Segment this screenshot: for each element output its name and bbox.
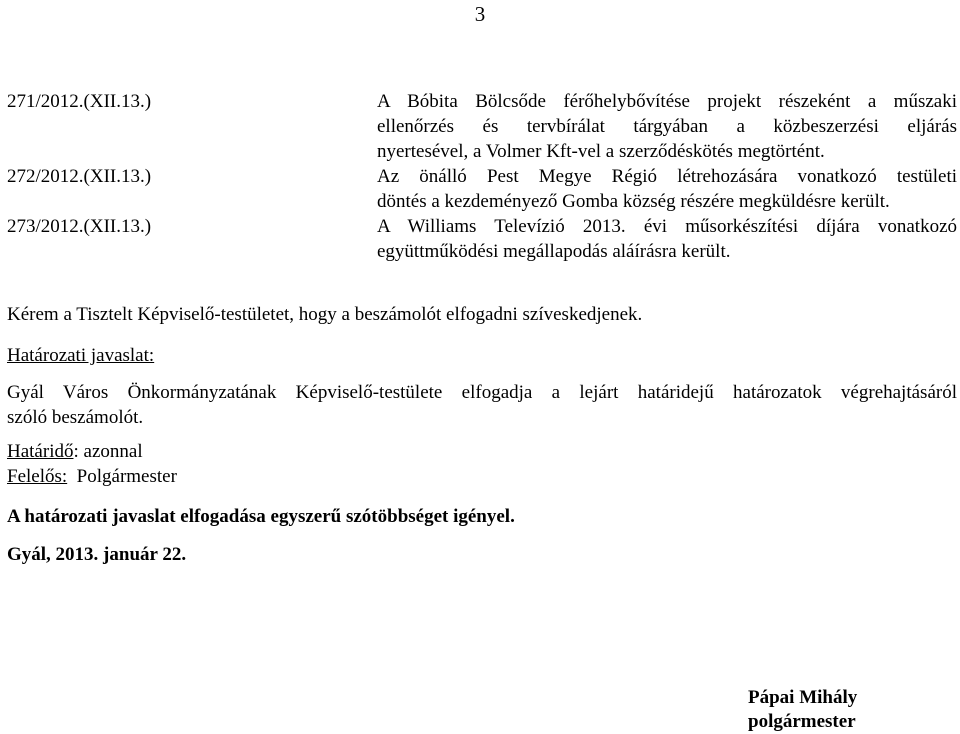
proposal-text	[7, 380, 957, 430]
resolution-description	[377, 164, 957, 214]
resolution-description-line: ellenőrzés és tervbírálat tárgyában a közbeszerzési eljárás	[377, 116, 957, 137]
resolution-number: 272/2012.(XII.13.)	[7, 166, 152, 187]
resolution-description-line: nyertesével, a Volmer Kft-vel a szerződéskötés megtörtént.	[377, 141, 825, 162]
resolution-description-line: A Bóbita Bölcsőde férőhelybővítése projekt részeként a műszaki	[377, 91, 957, 112]
resolution-number: 273/2012.(XII.13.)	[7, 216, 152, 237]
resolution-item	[7, 214, 957, 264]
place-date: Gyál, 2013. január 22.	[7, 544, 187, 565]
resolution-description	[377, 89, 957, 164]
resolution-item	[7, 164, 957, 214]
responsible-label: Felelős:	[7, 466, 68, 487]
responsible-value: Polgármester	[76, 466, 177, 487]
proposal-text-line: Gyál Város Önkormányzatának Képviselő-testülete elfogadja a lejárt határidejű határozatok végrehajtásáról	[7, 382, 957, 403]
responsible-line	[7, 464, 957, 489]
resolution-description-line: döntés a kezdeményező Gomba község részére megküldésre került.	[377, 191, 890, 212]
proposal-heading: Határozati javaslat:	[7, 345, 155, 366]
resolution-description-line: együttműködési megállapodás aláírásra került.	[377, 241, 731, 262]
request-paragraph: Kérem a Tisztelt Képviselő-testületet, hogy a beszámolót elfogadni szíveskedjenek.	[7, 304, 643, 325]
resolution-number: 271/2012.(XII.13.)	[7, 91, 152, 112]
signature-block	[748, 686, 857, 734]
page-number: 3	[474, 2, 486, 26]
deadline-label: Határidő	[7, 441, 74, 462]
resolution-item	[7, 89, 957, 164]
deadline-line	[7, 439, 957, 464]
deadline-value: : azonnal	[73, 441, 143, 462]
resolution-description-line: Az önálló Pest Megye Régió létrehozására vonatkozó testületi	[377, 166, 957, 187]
resolution-list	[7, 89, 957, 264]
resolution-description	[377, 214, 957, 264]
signature-title: polgármester	[748, 711, 856, 732]
signature-name: Pápai Mihály	[748, 687, 858, 708]
resolution-description-line: A Williams Televízió 2013. évi műsorkészítési díjára vonatkozó	[377, 216, 957, 237]
proposal-text-line: szóló beszámolót.	[7, 407, 144, 428]
majority-note: A határozati javaslat elfogadása egyszerű szótöbbséget igényel.	[7, 506, 515, 527]
